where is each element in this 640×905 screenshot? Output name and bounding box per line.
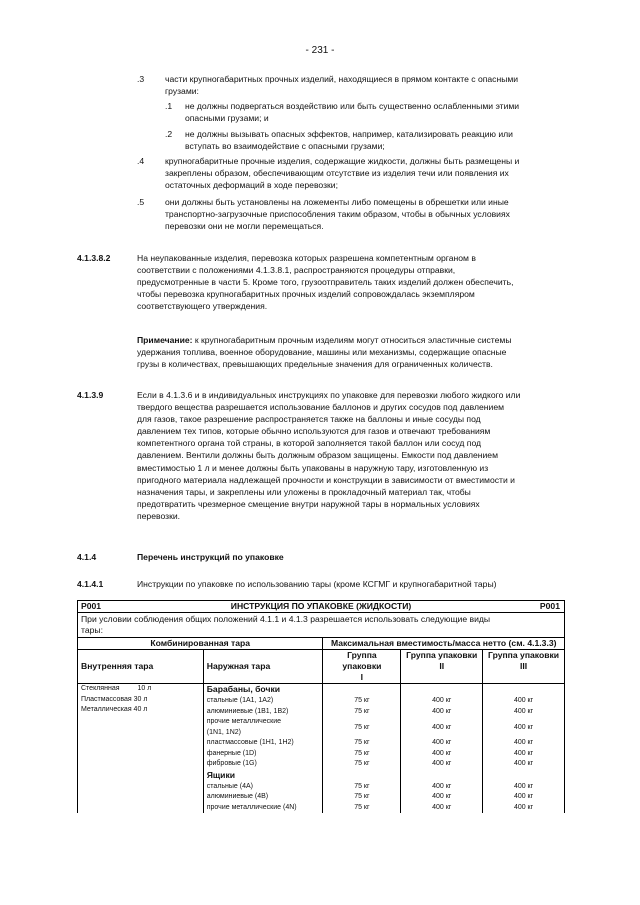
text-line: предусмотренные в части 5. Кроме того, грузоотправитель таких изделий должен обеспечить, (137, 277, 514, 288)
inner-item: Стеклянная (81, 685, 120, 692)
value: 400 кг (432, 793, 452, 800)
outer-item: прочие металлические (4N) (206, 803, 297, 811)
text-line: тары: (81, 625, 103, 635)
text-line: вступать во взаимодействие с опасными грузами; (185, 141, 385, 152)
column-header: Максимальная вместимость/масса нетто (см. 4.1.3.3) (323, 638, 565, 650)
group-title: Ящики (206, 769, 236, 780)
text-line: остаточных деформаций в ходе перевозки; (165, 180, 338, 191)
list-item (165, 196, 565, 232)
value: 400 кг (513, 749, 534, 757)
column-header: Комбинированная тара (78, 638, 323, 650)
table-header-row (78, 638, 565, 650)
text-line: компетентного органа той страны, в которой заполняется такой баллон или сосуд под (137, 438, 482, 449)
list-item (185, 128, 565, 152)
outer-item: алюминиевые (1В1, 1В2) (206, 707, 289, 715)
value: 75 кг (354, 760, 370, 767)
instruction-code: P001 (81, 601, 102, 611)
value: 75 кг (354, 803, 370, 811)
value: 75 кг (354, 707, 370, 715)
outer-item: алюминиевые (4В) (206, 793, 269, 800)
list-number: .3 (137, 74, 145, 84)
section-title: Инструкции по упаковке по использованию тары (кроме КСГМГ и крупногабаритной тары) (137, 579, 497, 589)
value: 400 кг (513, 724, 534, 731)
table-intro-row (78, 613, 565, 638)
value: 400 кг (432, 697, 452, 704)
section-number: 4.1.4 (77, 552, 97, 562)
section-number: 4.1.3.8.2 (77, 253, 111, 263)
column-header: Группа упаковки I (323, 650, 401, 684)
outer-item: стальные (4А) (206, 782, 253, 790)
text-line: твердого вещества разрешается использование баллонов и других сосудов под давлением (137, 402, 505, 413)
outer-item: прочие металлические (206, 718, 282, 725)
text-line: опасными грузами; и (185, 113, 269, 124)
table-title-row (78, 601, 565, 613)
value: 400 кг (432, 724, 452, 731)
outer-item: фибровые (1G) (206, 760, 257, 767)
list-number: .5 (137, 197, 145, 207)
section-title: Перечень инструкций по упаковке (137, 552, 284, 562)
list-number: .4 (137, 156, 145, 166)
packing-instruction-table (77, 600, 565, 813)
pg2-cell (401, 684, 483, 814)
pg1-cell (323, 684, 401, 814)
table-body-row (78, 684, 565, 814)
value: 400 кг (432, 803, 452, 811)
text-line: для газов, такое разрешение распространяется также на баллоны и иные сосуды под (137, 414, 481, 425)
value: 75 кг (354, 724, 370, 731)
text-line: давлением тех типов, которые обычно используются для газов и отвечают требованиям (137, 426, 491, 437)
pg3-cell (483, 684, 565, 814)
outer-item: пластмассовые (1Н1, 1Н2) (206, 739, 294, 746)
page-number: - 231 - (305, 45, 335, 56)
text-line: части крупногабаритных прочных изделий, находящиеся в прямом контакте с опасными (165, 74, 519, 84)
text-line: вместимостью 1 л и менее должны быть упакованы в наружную тару, изготовленную из (137, 462, 489, 473)
note-paragraph (137, 334, 565, 370)
value: 400 кг (513, 793, 534, 800)
text-line: назначения тары, и закреплены или уложены в прокладочный материал так, чтобы (137, 486, 471, 497)
text-line: пригодного материала надлежащей прочности и конструкции в зависимости от вместимости и (137, 474, 515, 485)
text-line: крупногабаритные прочные изделия, содержащие жидкости, должны быть размещены и (165, 156, 520, 166)
note-label: Примечание: (137, 335, 193, 345)
group-title: Барабаны, бочки (206, 684, 281, 694)
text-line: не должны подвергаться воздействию или быть существенно ослабленными этими (185, 101, 520, 111)
list-number: .1 (165, 101, 173, 111)
instruction-code: P001 (539, 601, 560, 611)
value: 400 кг (513, 707, 534, 715)
value: 400 кг (432, 782, 452, 790)
text-line: удержания топлива, военное оборудование, машины или механизмы, содержащие опасные (137, 347, 507, 358)
text-line: предотвратить чрезмерное смещение внутри наружной тары в нормальных условиях (137, 498, 480, 509)
inner-packaging-cell (78, 684, 204, 814)
value: 400 кг (432, 739, 452, 746)
text-line: они должны быть установлены на ложементы либо помещены в обрешетки или иные (165, 197, 509, 207)
paragraph (137, 389, 565, 522)
value: 400 кг (513, 760, 534, 767)
column-header: Наружная тара (203, 650, 323, 684)
text-line: грузами: (165, 86, 199, 97)
instruction-title: ИНСТРУКЦИЯ ПО УПАКОВКЕ (ЖИДКОСТИ) (230, 601, 412, 611)
column-header: Группа упаковки III (483, 650, 565, 684)
text-line: перевозки. (137, 510, 181, 521)
text-line: не должны вызывать опасных эффектов, например, катализировать реакцию или (185, 129, 513, 139)
text-line: Если в 4.1.3.6 и в индивидуальных инструкциях по упаковке для перевозки любого жидкого или (137, 390, 521, 400)
outer-item: стальные (1А1, 1А2) (206, 697, 274, 704)
value: 400 кг (513, 803, 534, 811)
value: 400 кг (513, 697, 534, 704)
list-item (185, 100, 565, 124)
column-header: Внутренняя тара (78, 650, 204, 684)
table-header-row (78, 650, 565, 684)
inner-item: Металлическая 40 л (81, 706, 148, 713)
value: 75 кг (354, 793, 370, 800)
value: 400 кг (432, 760, 452, 767)
value: 75 кг (354, 782, 370, 790)
inner-item: Пластмассовая 30 л (81, 695, 148, 703)
outer-item: фанерные (1D) (206, 749, 257, 757)
text-line: давлением. Вентили должны быть должным образом защищены. Емкости под давлением (137, 450, 498, 461)
section-number: 4.1.4.1 (77, 579, 104, 589)
list-item (165, 155, 565, 191)
list-number: .2 (165, 129, 173, 139)
section-number: 4.1.3.9 (77, 390, 104, 400)
outer-item: (1N1, 1N2) (206, 728, 241, 736)
text-line: к крупногабаритным прочным изделиям могут относиться эластичные системы (192, 335, 512, 345)
inner-item-capacity: 10 л (137, 685, 152, 692)
value: 400 кг (513, 739, 534, 746)
text-line: соответствии с положениями 4.1.3.8.1, распространяются процедуры отправки, (137, 265, 456, 276)
text-line: транспортно-загрузочные приспособления таким образом, чтобы в обычных условиях (165, 209, 510, 220)
value: 400 кг (432, 749, 452, 757)
text-line: соответствующего утверждения. (137, 301, 268, 312)
list-item (165, 73, 565, 97)
value: 75 кг (354, 697, 370, 704)
paragraph (137, 252, 565, 312)
text-line: На неупакованные изделия, перевозка которых разрешена компетентным органом в (137, 253, 476, 263)
outer-packaging-cell (203, 684, 323, 814)
text-line: При условии соблюдения общих положений 4.1.1 и 4.1.3 разрешается использовать следующие виды (81, 614, 491, 624)
text-line: перевозки они не могли перемещаться. (165, 221, 324, 232)
text-line: чтобы перевозка крупногабаритных прочных изделий сопровождалась экземпляром (137, 289, 475, 300)
text-line: закреплены образом, обеспечивающим отсутствие из изделия течи или появления их (165, 168, 509, 179)
text-line: грузы в количествах, превышающих предельные значения для ограниченных количеств. (137, 359, 493, 370)
value: 75 кг (354, 749, 370, 757)
value: 75 кг (354, 739, 370, 746)
column-header: Группа упаковки II (401, 650, 483, 684)
value: 400 кг (513, 782, 534, 790)
value: 400 кг (432, 707, 452, 715)
